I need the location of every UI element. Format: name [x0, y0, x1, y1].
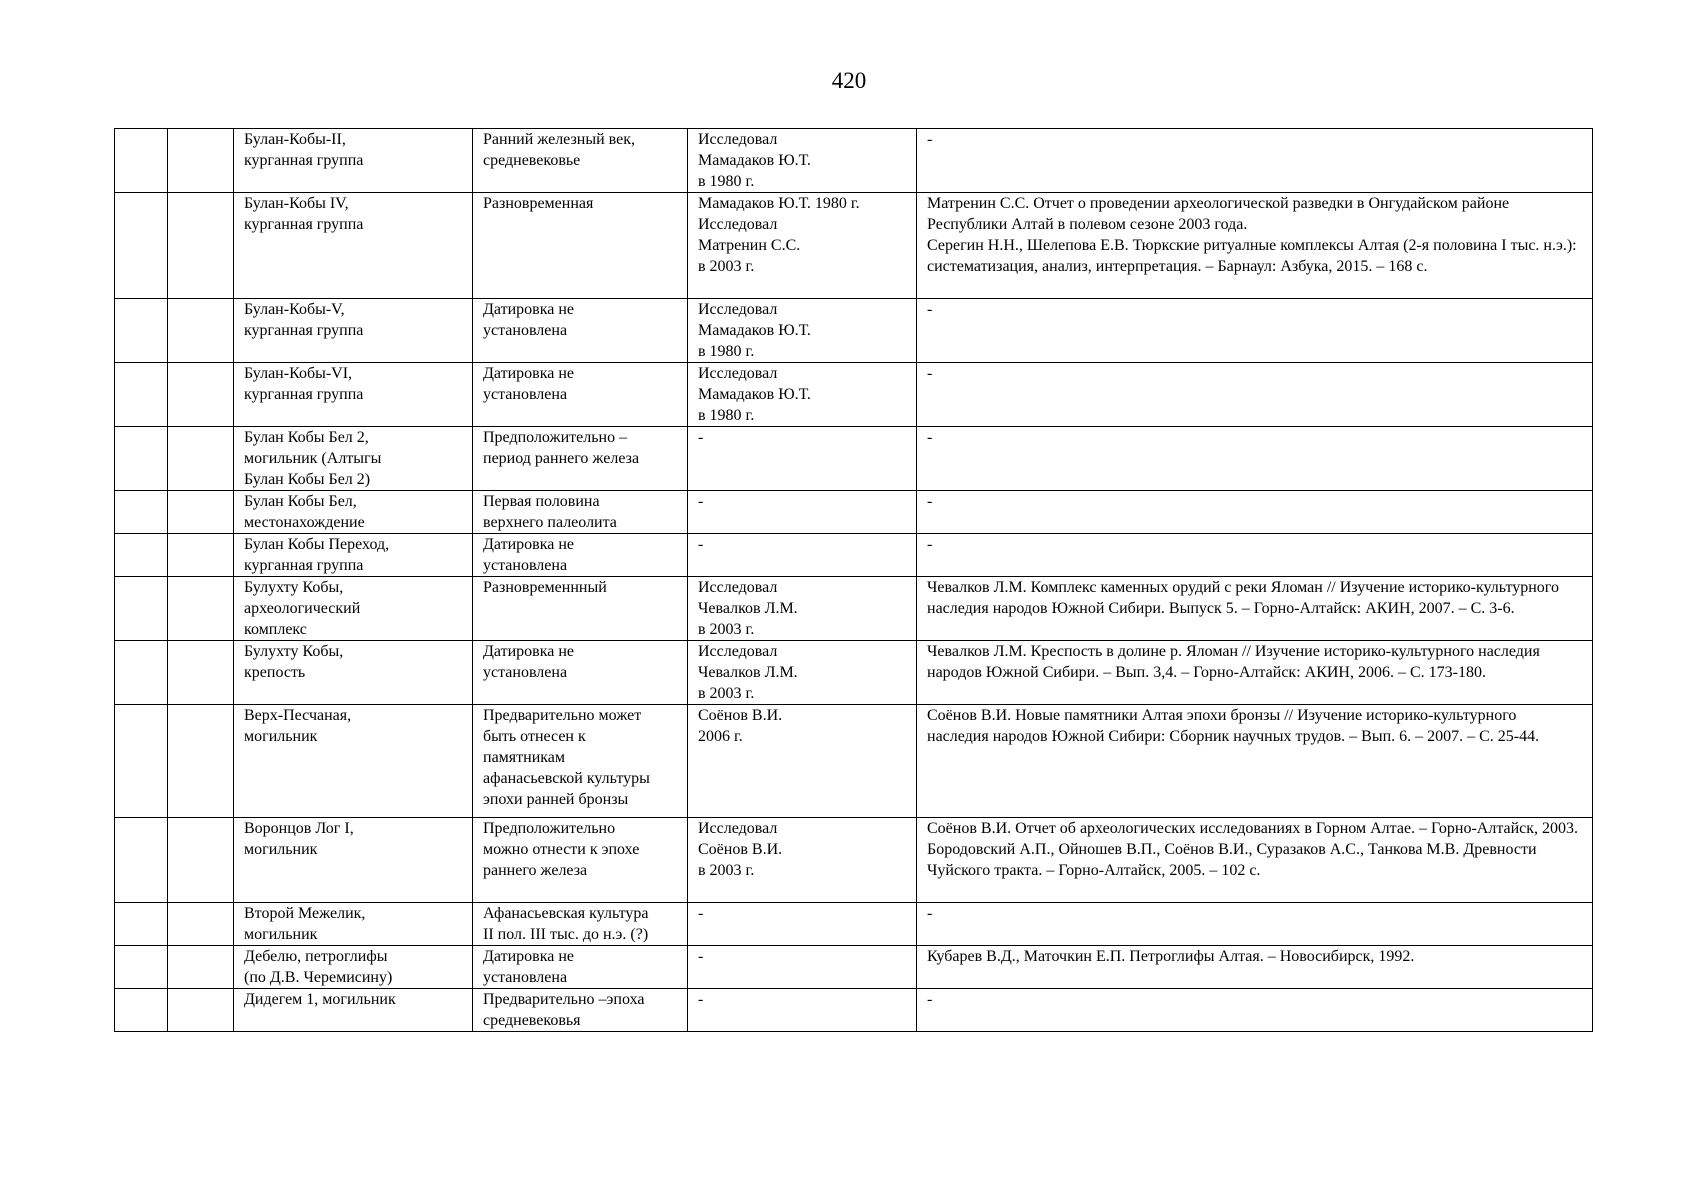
table-body [115, 129, 1593, 1032]
table-row [115, 491, 1593, 534]
row-number-cell [115, 705, 168, 818]
dating-cell: Датировка не установлена [473, 641, 688, 705]
dating-cell: Разновременная [473, 193, 688, 299]
table-row [115, 129, 1593, 193]
table-row [115, 903, 1593, 946]
dating-cell: Афанасьевская культура II пол. III тыс. до н.э. (?) [473, 903, 688, 946]
literature-cell: - [917, 427, 1593, 491]
literature-cell: - [917, 129, 1593, 193]
code-cell [168, 818, 234, 903]
monument-name-cell: Дидегем 1, могильник [234, 989, 473, 1032]
code-cell [168, 903, 234, 946]
research-cell: Исследовал Чевалков Л.М. в 2003 г. [688, 577, 917, 641]
table-row [115, 946, 1593, 989]
research-cell: - [688, 427, 917, 491]
table-row [115, 989, 1593, 1032]
row-number-cell [115, 129, 168, 193]
research-cell: - [688, 903, 917, 946]
research-cell: - [688, 989, 917, 1032]
dating-cell: Предположительно можно отнести к эпохе раннего железа [473, 818, 688, 903]
dating-cell: Предварительно –эпоха средневековья [473, 989, 688, 1032]
table-row [115, 193, 1593, 299]
dating-cell: Предположительно – период раннего железа [473, 427, 688, 491]
row-number-cell [115, 427, 168, 491]
table-row [115, 641, 1593, 705]
row-number-cell [115, 299, 168, 363]
literature-cell: - [917, 534, 1593, 577]
dating-cell: Первая половина верхнего палеолита [473, 491, 688, 534]
research-cell: - [688, 534, 917, 577]
monument-name-cell: Верх-Песчаная, могильник [234, 705, 473, 818]
code-cell [168, 946, 234, 989]
literature-cell: Кубарев В.Д., Маточкин Е.П. Петроглифы Алтая. – Новосибирск, 1992. [917, 946, 1593, 989]
dating-cell: Датировка не установлена [473, 363, 688, 427]
research-cell: - [688, 946, 917, 989]
table-row [115, 534, 1593, 577]
code-cell [168, 491, 234, 534]
row-number-cell [115, 946, 168, 989]
code-cell [168, 577, 234, 641]
research-cell: Соёнов В.И. 2006 г. [688, 705, 917, 818]
monument-name-cell: Булан-Кобы-VI, курганная группа [234, 363, 473, 427]
row-number-cell [115, 818, 168, 903]
code-cell [168, 641, 234, 705]
monument-name-cell: Дебелю, петроглифы (по Д.В. Черемисину) [234, 946, 473, 989]
monument-name-cell: Булан-Кобы IV, курганная группа [234, 193, 473, 299]
table-row [115, 818, 1593, 903]
row-number-cell [115, 903, 168, 946]
monument-name-cell: Булан Кобы Бел 2, могильник (Алтыгы Булан Кобы Бел 2) [234, 427, 473, 491]
monument-name-cell: Булан Кобы Переход, курганная группа [234, 534, 473, 577]
research-cell: Исследовал Соёнов В.И. в 2003 г. [688, 818, 917, 903]
dating-cell: Разновременнный [473, 577, 688, 641]
code-cell [168, 363, 234, 427]
monuments-table [114, 128, 1593, 1032]
row-number-cell [115, 491, 168, 534]
literature-cell: Соёнов В.И. Новые памятники Алтая эпохи бронзы // Изучение историко-культурного наследия народов Южной Сибири: Сборник научных трудов. – Вып. 6. – 2007. – С. 25-44. [917, 705, 1593, 818]
literature-cell: Соёнов В.И. Отчет об археологических исследованиях в Горном Алтае. – Горно-Алтайск, 2003. Бородовский А.П., Ойношев В.П., Соёнов В.И., Суразаков А.С., Танкова М.В. Древности Чуйского тракта. – Горно-Алтайск, 2005. – 102 с. [917, 818, 1593, 903]
monument-name-cell: Булухту Кобы, археологический комплекс [234, 577, 473, 641]
code-cell [168, 299, 234, 363]
row-number-cell [115, 363, 168, 427]
row-number-cell [115, 193, 168, 299]
monument-name-cell: Булухту Кобы, крепость [234, 641, 473, 705]
table-row [115, 299, 1593, 363]
literature-cell: Чевалков Л.М. Комплекс каменных орудий с реки Яломан // Изучение историко-культурного наследия народов Южной Сибири. Выпуск 5. – Горно-Алтайск: АКИН, 2007. – С. 3-6. [917, 577, 1593, 641]
row-number-cell [115, 534, 168, 577]
table-row [115, 363, 1593, 427]
research-cell: Мамадаков Ю.Т. 1980 г. Исследовал Матренин С.С. в 2003 г. [688, 193, 917, 299]
code-cell [168, 427, 234, 491]
monument-name-cell: Второй Межелик, могильник [234, 903, 473, 946]
row-number-cell [115, 989, 168, 1032]
dating-cell: Ранний железный век, средневековье [473, 129, 688, 193]
research-cell: - [688, 491, 917, 534]
literature-cell: - [917, 491, 1593, 534]
research-cell: Исследовал Мамадаков Ю.Т. в 1980 г. [688, 363, 917, 427]
literature-cell: - [917, 989, 1593, 1032]
research-cell: Исследовал Мамадаков Ю.Т. в 1980 г. [688, 129, 917, 193]
page-number: 420 [831, 68, 867, 93]
dating-cell: Датировка не установлена [473, 299, 688, 363]
table-row [115, 705, 1593, 818]
dating-cell: Датировка не установлена [473, 534, 688, 577]
row-number-cell [115, 577, 168, 641]
monument-name-cell: Булан-Кобы-II, курганная группа [234, 129, 473, 193]
literature-cell: Матренин С.С. Отчет о проведении археологической разведки в Онгудайском районе Республики Алтай в полевом сезоне 2003 года. Серегин Н.Н., Шелепова Е.В. Тюркские ритуалные комплексы Алтая (2-я половина I тыс. н.э.): систематизация, анализ, интерпретация. – Барнаул: Азбука, 2015. – 168 с. [917, 193, 1593, 299]
code-cell [168, 534, 234, 577]
code-cell [168, 989, 234, 1032]
code-cell [168, 705, 234, 818]
literature-cell: - [917, 299, 1593, 363]
monument-name-cell: Булан Кобы Бел, местонахождение [234, 491, 473, 534]
row-number-cell [115, 641, 168, 705]
code-cell [168, 193, 234, 299]
monument-name-cell: Булан-Кобы-V, курганная группа [234, 299, 473, 363]
table-row [115, 577, 1593, 641]
dating-cell: Датировка не установлена [473, 946, 688, 989]
research-cell: Исследовал Мамадаков Ю.Т. в 1980 г. [688, 299, 917, 363]
code-cell [168, 129, 234, 193]
literature-cell: Чевалков Л.М. Креспость в долине р. Яломан // Изучение историко-культурного наследия народов Южной Сибири. – Вып. 3,4. – Горно-Алтайск: АКИН, 2006. – С. 173-180. [917, 641, 1593, 705]
table-row [115, 427, 1593, 491]
monument-name-cell: Воронцов Лог I, могильник [234, 818, 473, 903]
literature-cell: - [917, 903, 1593, 946]
dating-cell: Предварительно может быть отнесен к памятникам афанасьевской культуры эпохи ранней бронзы [473, 705, 688, 818]
research-cell: Исследовал Чевалков Л.М. в 2003 г. [688, 641, 917, 705]
literature-cell: - [917, 363, 1593, 427]
